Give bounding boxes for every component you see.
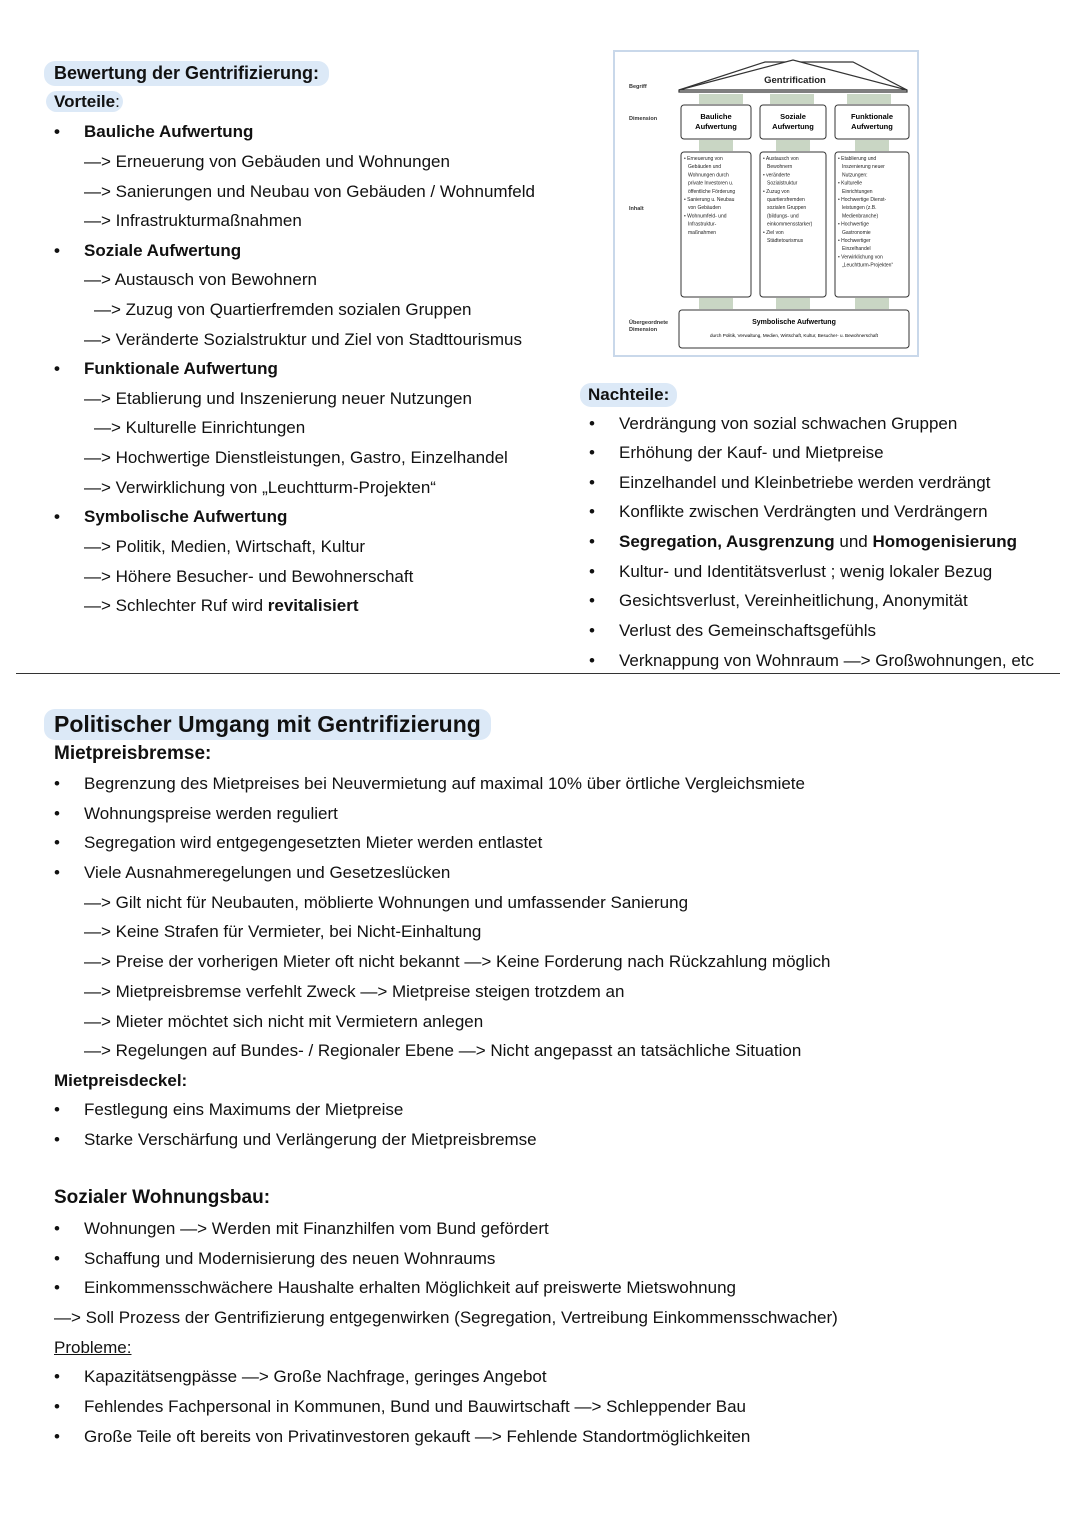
dimension-title: Funktionale xyxy=(850,112,894,121)
pillar-content-line: Bewohnern xyxy=(767,164,793,171)
vorteil-item: —> Austausch von Bewohnern xyxy=(84,270,317,289)
pillar-content-line: • Ziel von xyxy=(763,229,784,236)
mietpreisbremse-item xyxy=(54,773,805,795)
wohnungsbau-item xyxy=(54,1277,736,1299)
bullet: • xyxy=(54,1249,60,1268)
dimension-title: Aufwertung xyxy=(695,122,737,131)
wohnungsbau-item xyxy=(54,1218,549,1240)
item-text: Starke Verschärfung und Verlängerung der Mietpreisbremse xyxy=(84,1130,537,1149)
vorteil-item: —> Kulturelle Einrichtungen xyxy=(94,418,306,437)
nachteil-item xyxy=(589,650,1035,672)
bullet: • xyxy=(54,507,60,526)
pillar-content-line: • veränderte xyxy=(763,172,791,179)
pillar-content-line: • Hochwertige xyxy=(838,221,869,228)
bullet: • xyxy=(589,651,595,670)
pillar-content-line: Medienbranche) xyxy=(842,213,879,220)
mietpreisbremse-subitem: —> Regelungen auf Bundes- / Regionaler Ebene —> Nicht angepasst an tatsächliche Situation xyxy=(84,1041,802,1060)
connector xyxy=(699,298,733,309)
label-uebergeordnet-2: Dimension xyxy=(629,327,658,333)
vorteil-item: —> Höhere Besucher- und Bewohnerschaft xyxy=(84,567,414,586)
vorteil-item: —> Politik, Medien, Wirtschaft, Kultur xyxy=(84,537,366,556)
bullet: • xyxy=(589,443,595,462)
pillar-content-line: von Gebäuden xyxy=(688,205,721,212)
probleme-item xyxy=(54,1366,547,1388)
vorteile-label-text: Vorteile xyxy=(46,91,123,112)
section-divider xyxy=(16,673,1060,674)
nachteil-item xyxy=(589,472,991,494)
probleme-item xyxy=(54,1396,746,1418)
label-begriff: Begriff xyxy=(629,84,647,90)
heading-text: Funktionale Aufwertung xyxy=(84,359,278,378)
dimension-title: Aufwertung xyxy=(851,122,893,131)
mietpreisdeckel-item xyxy=(54,1099,404,1121)
bullet: • xyxy=(589,502,595,521)
item-text: Gesichtsverlust, Vereinheitlichung, Anonymität xyxy=(619,591,968,610)
vorteil-item: —> Hochwertige Dienstleistungen, Gastro, Einzelhandel xyxy=(84,448,508,467)
pillar-content-line: Gebäuden und xyxy=(688,164,722,171)
item-text: Verknappung von Wohnraum —> Großwohnungen, etc xyxy=(619,651,1035,670)
pillar-content-line: Städtetourismus xyxy=(767,238,804,244)
item-text: Kultur- und Identitätsverlust ; wenig lokaler Bezug xyxy=(619,562,993,581)
connector xyxy=(855,298,889,309)
bullet: • xyxy=(54,1397,60,1416)
mietpreisbremse-subitem: —> Keine Strafen für Vermieter, bei Nicht-Einhaltung xyxy=(84,922,482,941)
connector xyxy=(847,94,891,104)
bullet: • xyxy=(589,591,595,610)
bullet: • xyxy=(589,621,595,640)
vorteil-heading-soziale xyxy=(54,240,242,262)
bullet: • xyxy=(54,1278,60,1297)
bullet: • xyxy=(589,532,595,551)
dimension-title: Bauliche xyxy=(700,112,732,121)
heading-text: Symbolische Aufwertung xyxy=(84,507,288,526)
bullet: • xyxy=(589,562,595,581)
bullet: • xyxy=(54,1219,60,1238)
base-box xyxy=(679,310,909,348)
item-text: Verlust des Gemeinschaftsgefühls xyxy=(619,621,877,640)
connector xyxy=(776,298,810,309)
base-subtitle: durch Politik, Verwaltung, Medien, Wirtschaft, Kultur, Besucher- u. Bewohnerschaft xyxy=(709,333,879,338)
pillar-content-line: quartiersfremden xyxy=(767,197,805,203)
pillar-content-line: • Kulturelle xyxy=(838,180,862,187)
dimension-title: Aufwertung xyxy=(772,122,814,131)
bullet: • xyxy=(54,1427,60,1446)
nachteil-item xyxy=(589,620,877,642)
vorteil-item: —> Infrastrukturmaßnahmen xyxy=(84,211,302,230)
item-text: Erhöhung der Kauf- und Mietpreise xyxy=(619,443,884,462)
mietpreisbremse-subitem: —> Gilt nicht für Neubauten, möblierte Wohnungen und umfassender Sanierung xyxy=(84,893,689,912)
vorteil-heading-funktionale xyxy=(54,358,278,380)
pillar-content-line: • Hochwertige Dienst- xyxy=(838,197,887,203)
pillar-content-line: • Sanierung u. Neubau xyxy=(684,197,735,203)
diagram-svg xyxy=(615,52,917,355)
pillar-content-line: Gastronomie xyxy=(842,229,871,236)
bullet: • xyxy=(54,1367,60,1386)
item-text: Viele Ausnahmeregelungen und Gesetzeslücken xyxy=(84,863,451,882)
mietpreisbremse-subitem: —> Preise der vorherigen Mieter oft nicht bekannt —> Keine Forderung nach Rückzahlung möglich xyxy=(84,952,831,971)
gentrification-diagram xyxy=(613,50,919,357)
bullet: • xyxy=(54,863,60,882)
pillar-content-line: • Zuzug von xyxy=(763,188,790,195)
item-text: Schaffung und Modernisierung des neuen Wohnraums xyxy=(84,1249,496,1268)
connector xyxy=(770,94,814,104)
pillar-content-line: Einrichtungen xyxy=(842,188,873,195)
vorteil-item: —> Veränderte Sozialstruktur und Ziel von Stadttourismus xyxy=(84,330,522,349)
pillar-content-line: sozialen Gruppen xyxy=(767,205,807,212)
vorteil-item: —> Etablierung und Inszenierung neuer Nutzungen xyxy=(84,389,472,408)
mietpreisbremse-subitem: —> Mieter möchtet sich nicht mit Vermietern anlegen xyxy=(84,1012,484,1031)
item-bold-text: Segregation, Ausgrenzung xyxy=(619,532,835,551)
heading-text: Soziale Aufwertung xyxy=(84,241,242,260)
mietpreisbremse-item xyxy=(54,803,338,825)
bullet: • xyxy=(54,774,60,793)
pillar-content-line: maßnahmen xyxy=(688,229,717,236)
item-text: Große Teile oft bereits von Privatinvestoren gekauft —> Fehlende Standortmöglichkeiten xyxy=(84,1427,751,1446)
wohnungsbau-label: Sozialer Wohnungsbau: xyxy=(54,1187,271,1208)
bullet: • xyxy=(54,359,60,378)
item-text: Festlegung eins Maximums der Mietpreise xyxy=(84,1100,404,1119)
pillar-content-line: Sozialstruktur xyxy=(767,180,798,187)
label-uebergeordnet-1: Übergeordnete xyxy=(629,320,669,326)
pillar-content-line: Wohnungen durch xyxy=(688,172,729,179)
bewertung-title: Bewertung der Gentrifizierung: xyxy=(44,61,329,86)
mietpreisbremse-label: Mietpreisbremse: xyxy=(54,743,212,764)
vorteil-heading-bauliche xyxy=(54,121,254,143)
vorteile-label xyxy=(46,91,120,113)
pillar-content-line: (bildungs- und xyxy=(767,213,799,220)
bullet: • xyxy=(54,122,60,141)
probleme-item xyxy=(54,1426,751,1448)
mietpreisbremse-subitem: —> Mietpreisbremse verfehlt Zweck —> Mietpreise steigen trotzdem an xyxy=(84,982,625,1001)
item-text: Einzelhandel und Kleinbetriebe werden verdrängt xyxy=(619,473,991,492)
bullet: • xyxy=(54,833,60,852)
wohnungsbau-item xyxy=(54,1248,496,1270)
bullet: • xyxy=(589,414,595,433)
item-text: —> Schlechter Ruf wird xyxy=(84,596,268,615)
pillar-content-line: • Austausch von xyxy=(763,156,799,162)
bullet: • xyxy=(54,804,60,823)
nachteil-item xyxy=(589,413,958,435)
item-text: Wohnungen —> Werden mit Finanzhilfen vom Bund gefördert xyxy=(84,1219,549,1238)
pillar-content-line: • Hochwertiger xyxy=(838,238,871,244)
item-text: Verdrängung von sozial schwachen Gruppen xyxy=(619,414,958,433)
nachteil-item xyxy=(589,442,884,464)
pillar-content-line: • Wohnumfeld- und xyxy=(684,213,727,220)
item-bold-text: Homogenisierung xyxy=(872,532,1017,551)
nachteil-item xyxy=(589,561,993,583)
wohnungsbau-note: —> Soll Prozess der Gentrifizierung entgegenwirken (Segregation, Vertreibung Einkommensschwacher) xyxy=(54,1308,838,1327)
bullet: • xyxy=(589,473,595,492)
item-text: Konflikte zwischen Verdrängten und Verdrängern xyxy=(619,502,988,521)
label-dimension: Dimension xyxy=(629,116,658,122)
connector xyxy=(776,140,810,151)
pillar-content-line: Einzelhandel xyxy=(842,246,871,253)
probleme-label: Probleme: xyxy=(54,1338,132,1357)
pillar-content-line: leistungen (z.B. xyxy=(842,205,877,212)
pillar-content-line: • Erneuerung von xyxy=(684,156,723,162)
pillar-content-line: Inszenierung neuer xyxy=(842,164,885,171)
nachteil-item xyxy=(589,501,988,523)
pillar-content-line: öffentliche Förderung xyxy=(688,188,736,195)
item-text: Kapazitätsengpässe —> Große Nachfrage, geringes Angebot xyxy=(84,1367,547,1386)
mietpreisbremse-item xyxy=(54,832,543,854)
vorteil-item-last xyxy=(84,595,359,617)
pillar-content-line: Nutzungen: xyxy=(842,172,868,179)
item-text: Einkommensschwächere Haushalte erhalten Möglichkeit auf preiswerte Mietswohnung xyxy=(84,1278,736,1297)
pillar-content-line: Infrastruktur- xyxy=(688,221,717,228)
politik-title: Politischer Umgang mit Gentrifizierung xyxy=(44,709,491,740)
item-text: und xyxy=(834,532,873,551)
nachteil-item xyxy=(589,590,968,612)
pillar-content-line: • Etablierung und xyxy=(838,156,877,162)
item-text: Fehlendes Fachpersonal in Kommunen, Bund und Bauwirtschaft —> Schleppender Bau xyxy=(84,1397,746,1416)
vorteil-item: —> Zuzug von Quartierfremden sozialen Gruppen xyxy=(94,300,472,319)
bullet: • xyxy=(54,241,60,260)
mietpreisdeckel-label: Mietpreisdeckel: xyxy=(54,1071,188,1090)
pillar-content-line: private Investoren u. xyxy=(688,180,734,187)
base-title: Symbolische Aufwertung xyxy=(752,319,836,326)
heading-text: Bauliche Aufwertung xyxy=(84,122,254,141)
item-text: Wohnungspreise werden reguliert xyxy=(84,804,338,823)
item-bold-text: revitalisiert xyxy=(267,596,359,615)
nachteil-item-mixed xyxy=(589,531,1017,553)
item-text: Begrenzung des Mietpreises bei Neuvermietung auf maximal 10% über örtliche Vergleichsmiete xyxy=(84,774,805,793)
bullet: • xyxy=(54,1100,60,1119)
connector xyxy=(855,140,889,151)
mietpreisdeckel-item xyxy=(54,1129,537,1151)
pillar-content-line: einkommensstarker) xyxy=(767,221,813,228)
pillar-content-line: „Leuchtturm-Projekten“ xyxy=(842,262,894,269)
mietpreisbremse-item xyxy=(54,862,451,884)
label-inhalt: Inhalt xyxy=(629,206,644,212)
pillar-content-line: • Verwirklichung von xyxy=(838,254,883,261)
diagram-title: Gentrification xyxy=(764,75,826,86)
dimension-title: Soziale xyxy=(780,112,806,121)
vorteile-colon: : xyxy=(115,92,120,111)
vorteil-item: —> Sanierungen und Neubau von Gebäuden / Wohnumfeld xyxy=(84,182,535,201)
vorteil-item: —> Verwirklichung von „Leuchtturm-Projekten“ xyxy=(84,478,436,497)
connector xyxy=(699,140,733,151)
nachteile-label: Nachteile: xyxy=(580,383,677,407)
bullet: • xyxy=(54,1130,60,1149)
item-text: Segregation wird entgegengesetzten Mieter werden entlastet xyxy=(84,833,543,852)
vorteil-heading-symbolische xyxy=(54,506,288,528)
connector xyxy=(699,94,743,104)
vorteil-item: —> Erneuerung von Gebäuden und Wohnungen xyxy=(84,152,450,171)
